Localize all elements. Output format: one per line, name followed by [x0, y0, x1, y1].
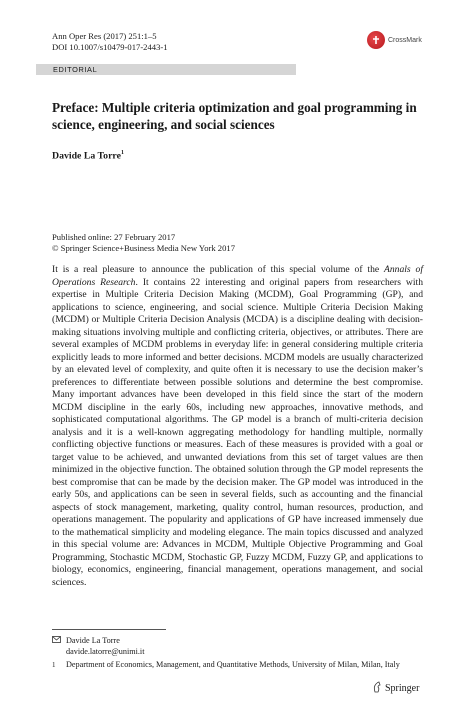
publisher-name: Springer [385, 683, 420, 694]
crossmark-icon [367, 31, 385, 49]
author-line [52, 150, 124, 161]
footnote [52, 659, 400, 671]
author-name[interactable]: Davide La Torre [52, 150, 121, 162]
footnote-text: Department of Economics, Management, and Quantitative Methods, University of Milan, Milan, Italy [66, 660, 400, 669]
correspondence-email[interactable]: davide.latorre@unimi.it [66, 647, 145, 656]
affiliation-mark: 1 [120, 150, 124, 156]
body-rest: . It contains 22 interesting and original papers from researchers with expertise in Multiple Criteria Decision Making (MCDM), Goal Programming (GP), and applications to science, engineering, and social science. Multiple Criteria Decision Making (MCDM) or Multiple Criteria Decision Analysis (MCDA) is a discipline dealing with decision-making situations involving multiple and conflicting criteria, objectives, or attributes. There are several examples of MCDM problems in everyday life: in general considering multiple criteria explicitly leads to more informed and better decisions. MCDM models are usually characterized by an elevated level of complexity, and quite often it is necessary to use the decision maker’s preferences to differentiate between possible solutions and determine the best compromise. Many important advances have been developed in this field since the start of the modern MCDM discipline in the early 60s, including new approaches, innovative methods, and sophisticated computational algorithms. The GP model is a branch of multi-criteria decision analysis and it is a well-known aggregating methodology for handling multiple, normally conflicting objective functions or measures. Each of these measures is provided with a goal or target value to be achieved, and unwanted deviations from this set of target values are then minimized in the objective function. The obtained solution through the GP model represents the best compromise that can be made by the decision maker. The GP model was introduced in the early 50s, and applications can be seen in several fields, such as accounting and the financial aspects of stock management, marketing, quality control, human resources, production, and operations management. The popularity and applications of GP have increased immensely due to the mathematical simplicity and modeling elegance. The main topics discussed and analyzed in this special volume are: Advances in MCDM, Multiple Objective Programming and Goal Programming, Stochastic MCDM, Stochastic GP, Fuzzy MCDM, Fuzzy GP, and applications to biology, economics, engineering, financial management, operations management, and social sciences. [52, 276, 423, 588]
crossmark-badge[interactable] [367, 31, 422, 49]
crossmark-label: CrossMark [388, 36, 422, 44]
body-lead: It is a real pleasure to announce the publication of this special volume of the [52, 264, 385, 275]
section-band: EDITORIAL [36, 64, 296, 75]
published-date: Published online: 27 February 2017 [52, 232, 176, 242]
publisher-logo [372, 681, 419, 696]
journal-name: Annals of Operations Research [52, 264, 423, 288]
springer-horse-icon [372, 681, 382, 696]
footnote-mark: 1 [52, 661, 56, 669]
doi[interactable]: DOI 10.1007/s10479-017-2443-1 [52, 42, 168, 52]
publication-info [52, 232, 235, 254]
envelope-icon [52, 635, 66, 646]
article-title: Preface: Multiple criteria optimization and goal programming in science, engineering, and social sciences [52, 100, 417, 132]
body-text [52, 264, 423, 589]
journal-info [52, 31, 168, 53]
citation: Ann Oper Res (2017) 251:1–5 [52, 31, 157, 41]
body-paragraph [52, 264, 423, 589]
correspondence-name: Davide La Torre [66, 636, 120, 645]
footnote-rule [52, 629, 166, 630]
correspondence [52, 635, 144, 657]
copyright: © Springer Science+Business Media New York 2017 [52, 243, 235, 253]
